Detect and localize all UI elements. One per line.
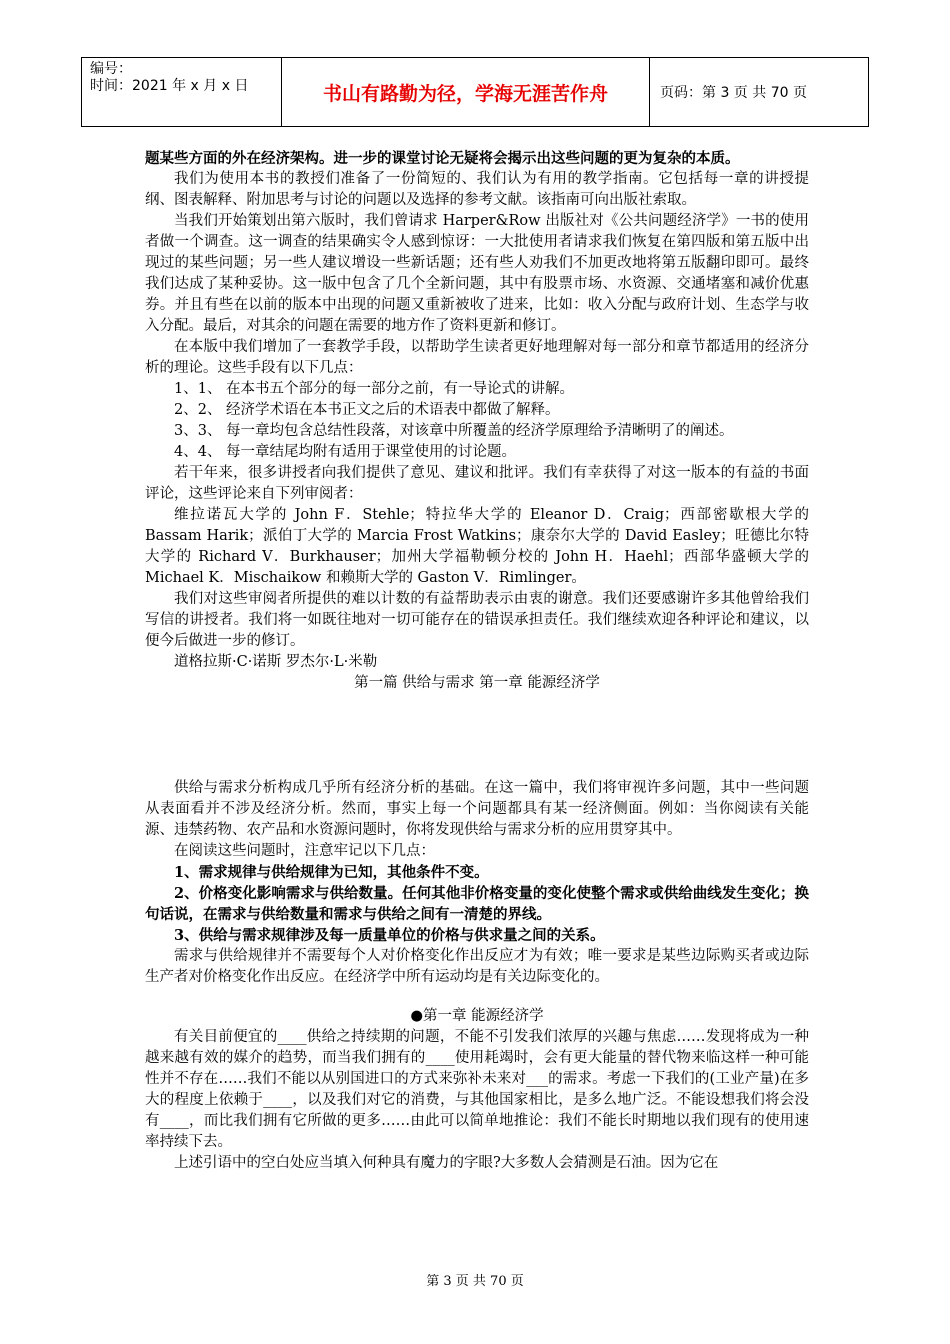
document-header <box>81 57 869 127</box>
paragraph: 需求与供给规律并不需要每个人对价格变化作出反应才为有效；唯一要求是某些边际购买者或边际生产者对价格变化作出反应。在经济学中所有运动均是有关边际变化的。 <box>145 948 809 985</box>
paragraph: 当我们开始策划出第六版时，我们曾请求 Harper&Row 出版社对《公共问题经济学》一书的使用者做一个调查。这一调查的结果确实令人感到惊讶：一大批使用者请求我们恢复在第四版和第五版中出现过的某些问题；另一些人建议增设一些新话题；还有些人劝我们不加更改地将第五版翻印即可。最终我们达成了某种妥协。这一版中包含了几个全新问题，其中有股票市场、水资源、交通堵塞和减价优惠券。并且有些在以前的版本中出现的问题又重新被收了进来，比如：收入分配与政府计划、生态学与收入分配。最后，对其余的问题在需要的地方作了资料更新和修订。 <box>145 213 809 334</box>
part-title: 第一篇 供给与需求 第一章 能源经济学 <box>354 675 600 691</box>
list-item: 4、4、 每一章结尾均附有适用于课堂使用的讨论题。 <box>174 444 517 460</box>
paragraph: 有关目前便宜的____供给之持续期的问题，不能不引发我们浓厚的兴趣与焦虑……发现将成为一种越来越有效的媒介的趋势，而当我们拥有的____使用耗竭时，会有更大能量的替代物来临这样一种可能性并不存在……我们不能以从别国进口的方式来弥补未来对___的需求。考虑一下我们的(工业产量)在多大的程度上依赖于____，以及我们对它的消费，与其他国家相比，是多么地广泛。不能设想我们将会没有____，而比我们拥有它所做的更多……由此可以简单地推论：我们不能长时期地以我们现有的使用速率持续下去。 <box>145 1029 809 1150</box>
paragraph: 我们对这些审阅者所提供的难以计数的有益帮助表示由衷的谢意。我们还要感谢许多其他曾给我们写信的讲授者。我们将一如既往地对一切可能存在的错误承担责任。我们继续欢迎各种评论和建议，以便今后做进一步的修订。 <box>145 591 809 649</box>
header-meta-cell <box>82 58 282 126</box>
number-label: 编号： <box>90 61 132 77</box>
document-body <box>145 148 809 1174</box>
list-item: 1、1、 在本书五个部分的每一部分之前，有一导论式的讲解。 <box>174 381 575 397</box>
paragraph: 在阅读这些问题时，注意牢记以下几点： <box>174 843 435 859</box>
paragraph: 若干年来，很多讲授者向我们提供了意见、建议和批评。我们有幸获得了对这一版本的有益的书面评论，这些评论来自下列审阅者： <box>145 465 809 502</box>
list-item: 3、3、 每一章均包含总结性段落，对该章中所覆盖的经济学原理给予清晰明了的阐述。 <box>174 423 734 439</box>
paragraph: 我们为使用本书的教授们准备了一份简短的、我们认为有用的教学指南。它包括每一章的讲授提纲、图表解释、附加思考与讨论的问题以及选择的参考文献。该指南可向出版社索取。 <box>145 171 809 208</box>
page-code-text: 页码：第 3 页 共 70 页 <box>660 85 807 101</box>
motto-text: 书山有路勤为径，学海无涯苦作舟 <box>322 82 608 105</box>
authors-line: 道格拉斯·C·诺斯 罗杰尔·L·米勒 <box>174 654 378 670</box>
spacer <box>145 694 809 778</box>
paragraph: 在本版中我们增加了一套教学手段，以帮助学生读者更好地理解对每一部分和章节都适用的经济分析的理论。这些手段有以下几点： <box>145 339 809 376</box>
paragraph: 上述引语中的空白处应当填入何种具有魔力的字眼?大多数人会猜测是石油。因为它在 <box>174 1155 719 1171</box>
page-footer: 第 3 页 共 70 页 <box>426 1274 524 1289</box>
paragraph: 题某些方面的外在经济架构。进一步的课堂讨论无疑将会揭示出这些问题的更为复杂的本质。 <box>145 150 740 167</box>
key-point: 3、供给与需求规律涉及每一质量单位的价格与供求量之间的关系。 <box>174 927 605 944</box>
spacer <box>145 988 809 1006</box>
time-label: 时间：2021 年 x 月 x 日 <box>90 78 249 94</box>
motto-cell <box>282 58 650 126</box>
key-point: 1、需求规律与供给规律为已知，其他条件不变。 <box>174 864 489 881</box>
paragraph: 维拉诺瓦大学的 John F．Stehle；特拉华大学的 Eleanor D．Craig；西部密歇根大学的 Bassam Harik；派伯丁大学的 Marcia Frost Watkins；康奈尔大学的 David Easley；旺德比尔特大学的 Richard V．Burkhauser；加州大学福勒顿分校的 John H．Haehl；西部华盛顿大学的 Michael K．Mischaikow 和赖斯大学的 Gaston V．Rimlinger。 <box>145 507 809 586</box>
paragraph: 供给与需求分析构成几乎所有经济分析的基础。在这一篇中，我们将审视许多问题，其中一些问题从表面看并不涉及经济分析。然而，事实上每一个问题都具有某一经济侧面。例如：当你阅读有关能源、违禁药物、农产品和水资源问题时，你将发现供给与需求分析的应用贯穿其中。 <box>145 780 809 838</box>
page-code-cell <box>650 58 868 126</box>
chapter-title: ●第一章 能源经济学 <box>410 1008 544 1024</box>
key-point: 2、价格变化影响需求与供给数量。任何其他非价格变量的变化使整个需求或供给曲线发生变化；换句话说，在需求与供给数量和需求与供给之间有一清楚的界线。 <box>145 885 809 923</box>
list-item: 2、2、 经济学术语在本书正文之后的术语表中都做了解释。 <box>174 402 560 418</box>
